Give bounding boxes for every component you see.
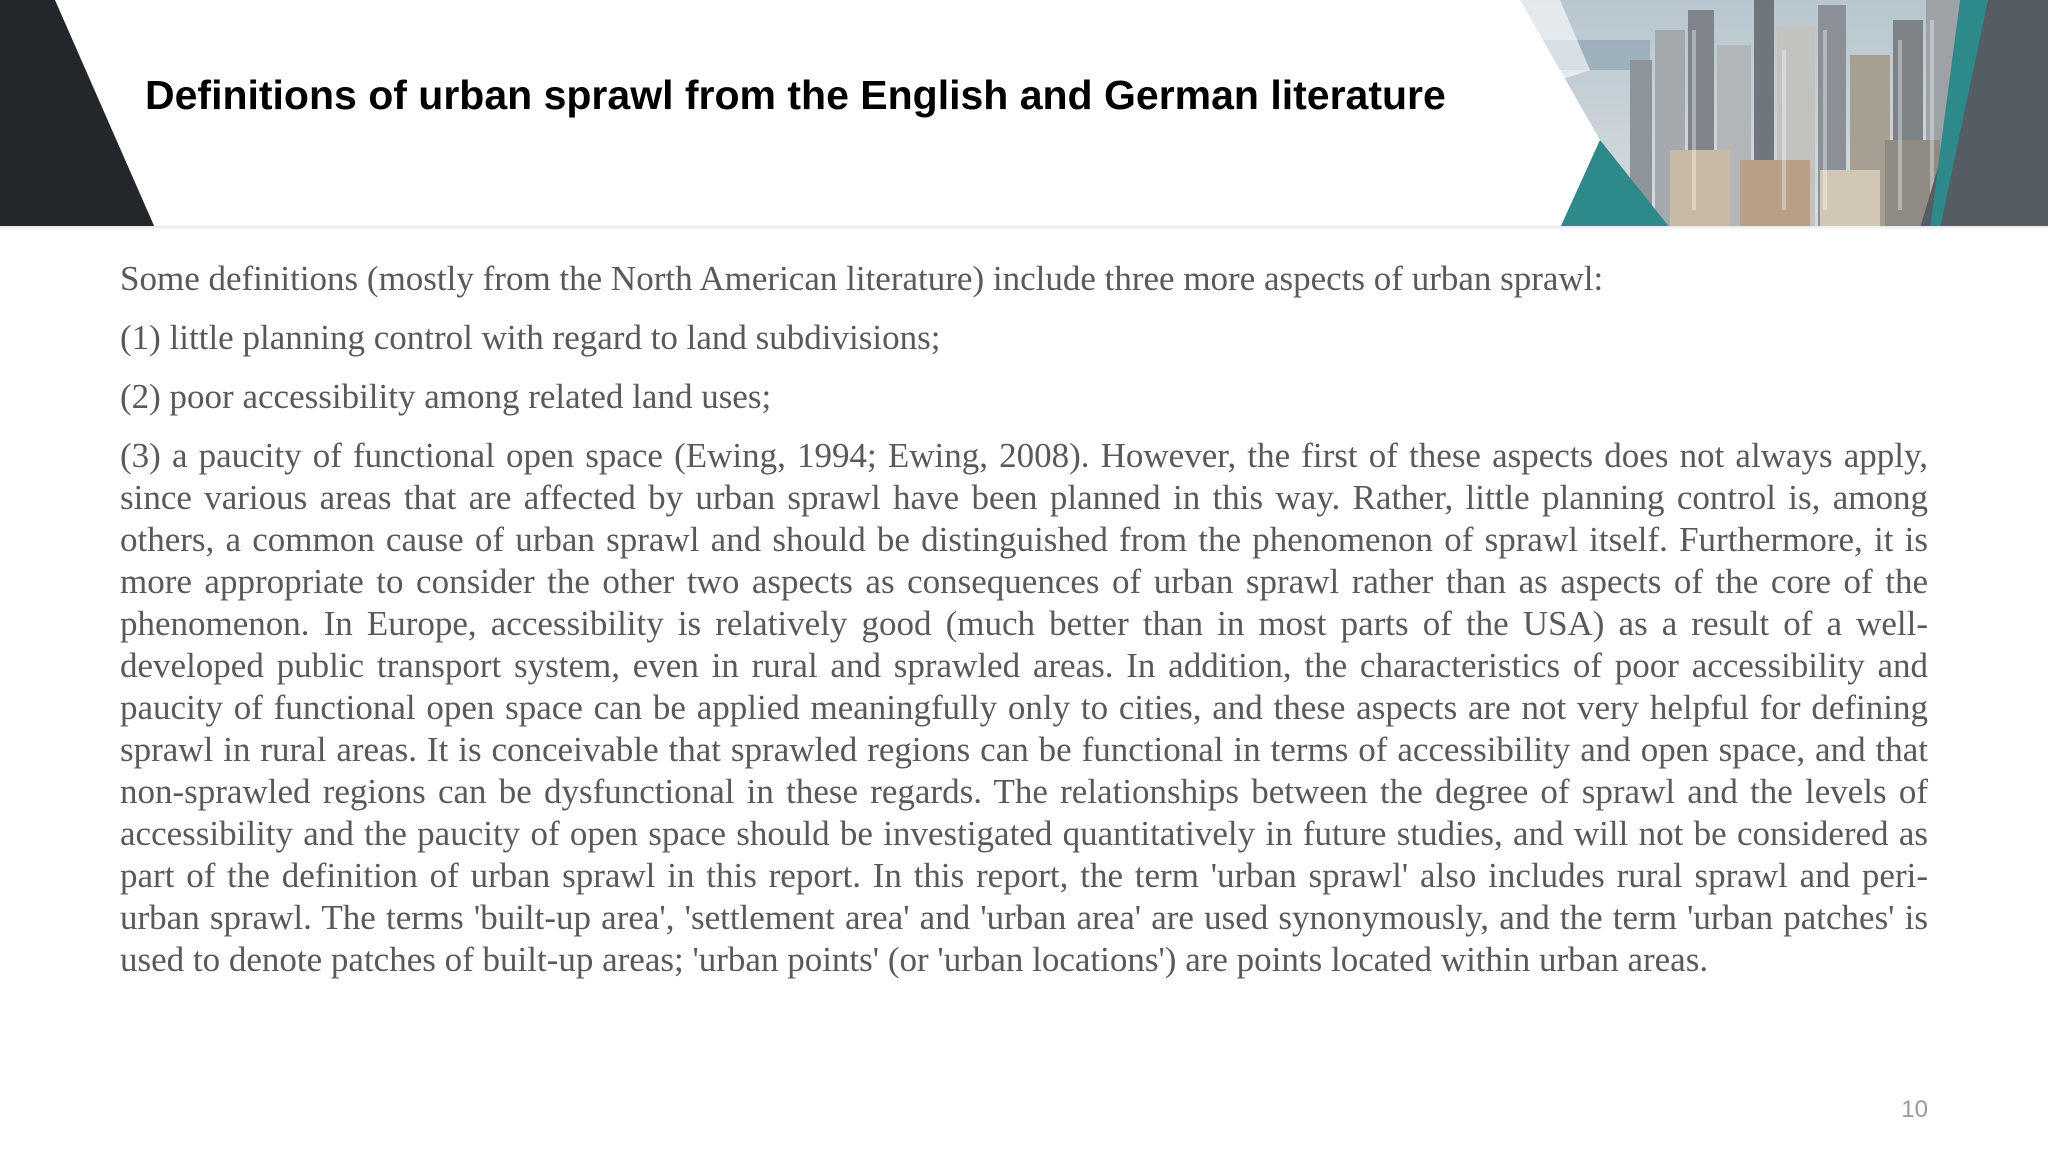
slide-header [0, 0, 2048, 228]
dark-corner-triangle [0, 0, 160, 228]
intro-paragraph: Some definitions (mostly from the North American literature) include three more aspects of urban sprawl: [120, 259, 1604, 298]
city-skyline-image [1520, 0, 2048, 228]
header-divider [0, 226, 2048, 230]
aspect-1-paragraph: (1) little planning control with regard to land subdivisions; [120, 318, 941, 357]
slide-body [120, 258, 1928, 998]
slide-title: Definitions of urban sprawl from the English and German literature [145, 72, 1446, 118]
aspect-3-paragraph: (3) a paucity of functional open space (Ewing, 1994; Ewing, 2008). However, the first of these aspects does not always apply, since various areas that are affected by urban sprawl have been planned in this way. Rather, little planning control is, among others, a common cause of urban sprawl and should be distinguished from the phenomenon of sprawl itself. Furthermore, it is more appropriate to consider the other two aspects as consequences of urban sprawl rather than as aspects of the core of the phenomenon. In Europe, accessibility is relatively good (much better than in most parts of the USA) as a result of a well-developed public transport system, even in rural and sprawled areas. In addition, the characteristics of poor accessibility and paucity of functional open space can be applied meaningfully only to cities, and these aspects are not very helpful for defining sprawl in rural areas. It is conceivable that sprawled regions can be functional in terms of accessibility and open space, and that non-sprawled regions can be dysfunctional in these regards. The relationships between the degree of sprawl and the levels of accessibility and the paucity of open space should be investigated quantitatively in future studies, and will not be considered as part of the definition of urban sprawl in this report. In this report, the term 'urban sprawl' also includes rural sprawl and peri-urban sprawl. The terms 'built-up area', 'settlement area' and 'urban area' are used synonymously, and the term 'urban patches' is used to denote patches of built-up areas; 'urban points' (or 'urban locations') are points located within urban areas. [120, 436, 1928, 979]
aspect-2-paragraph: (2) poor accessibility among related land uses; [120, 377, 772, 416]
page-number: 10 [1901, 1096, 1928, 1123]
